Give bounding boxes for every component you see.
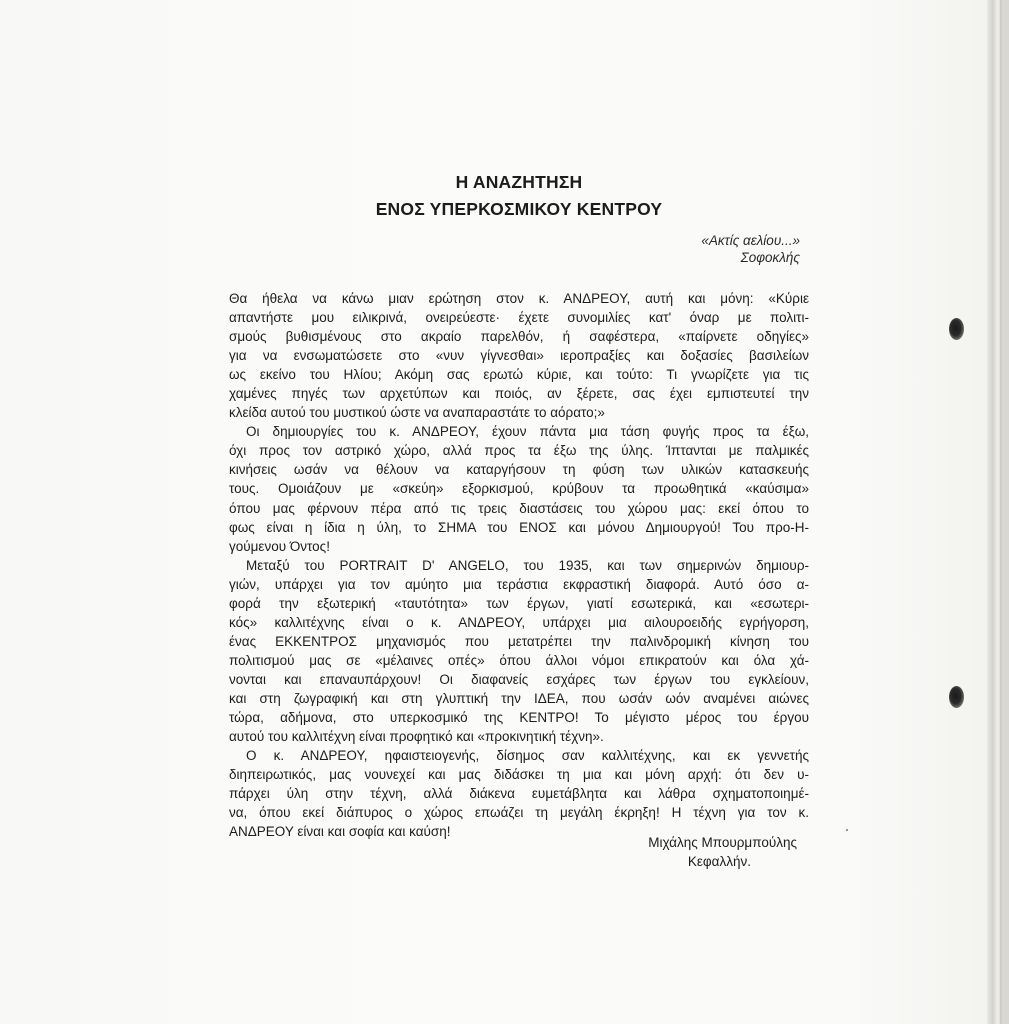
title-line-2: ΕΝΟΣ ΥΠΕΡΚΟΣΜΙΚΟΥ ΚΕΝΤΡΟΥ	[375, 199, 663, 219]
text-line: ΑΝΔΡΕΟΥ είναι και σοφία και καύση!	[229, 824, 451, 840]
text-line: κός» καλλιτέχνης είναι ο κ. ΑΝΔΡΕΟΥ, υπάρχει μια αιλουροειδής εγρήγορση,	[229, 614, 809, 630]
article-body	[229, 289, 809, 841]
text-line: Ο κ. ΑΝΔΡΕΟΥ, ηφαιστειογενής, δίσημος σαν καλλιτέχνης, και εκ γεννετής	[246, 748, 809, 764]
signature-place: Κεφαλλήν.	[687, 854, 751, 869]
text-line: αυτού του καλλιτέχνη είναι προφητικό και «προκινητική τέχνη».	[229, 729, 604, 745]
text-line: ένας ΕΚΚΕΝΤΡΟΣ μηχανισμός που μετατρέπει την παλινδρομική κίνηση του	[229, 633, 809, 649]
text-line: γιών, υπάρχει για τον αμύητο μια τεράστια εκφραστική διαφορά. Αυτό όσο α-	[229, 576, 809, 592]
text-line: πάρχει ύλη στην τέχνη, αλλά διάκενα ευμετάβλητα και λάθρα σχηματοποιημέ-	[229, 786, 809, 802]
text-line: φως είναι η ίδια η ύλη, το ΣΗΜΑ του ΕΝΟΣ και μόνου Δημιουργού! Του προ-Η-	[229, 519, 809, 535]
binder-hole-bottom	[949, 686, 964, 708]
text-line: κινήσεις ωσάν να θέλουν να καταργήσουν τη φύση των υλικών κατασκευής	[229, 462, 809, 478]
text-line: κλείδα αυτού του μυστικού ώστε να αναπαραστάτε το αόρατο;»	[229, 405, 605, 421]
binder-hole-top	[949, 318, 964, 340]
text-line: όχι προς τον αστρικό χώρο, αλλά προς τα έξω της ύλης. Ίπτανται με παλμικές	[229, 443, 809, 459]
text-line: Θα ήθελα να κάνω μιαν ερώτηση στον κ. ΑΝΔΡΕΟΥ, αυτή και μόνη: «Κύριε	[229, 291, 809, 306]
text-line: νονται και επαναυπάρχουν! Οι διαφανείς εσχάρες των έργων του εγκλείουν,	[229, 671, 809, 687]
text-line: διηπειρωτικός, μας νουνεχεί και μας διδάσκει τη μια και μόνη αρχή: ότι δεν υ-	[229, 767, 809, 783]
text-line: για να ενσωματώσετε στο «νυν γίγνεσθαι» ιεροπραξίες και δοξασίες βασιλείων	[229, 348, 809, 364]
text-line: όπου μας φέρνουν πέρα από τις τρεις διαστάσεις του χώρου μας: εκεί όπου το	[229, 500, 809, 516]
text-line: και στη ζωγραφική και στη γλυπτική την ΙΔΕΑ, που ωσάν ωόν αναμένει αιώνες	[229, 690, 809, 706]
text-line: πολιτισμού μας σε «μέλαινες οπές» όπου άλλοι νόμοι επικρατούν και όλα χά-	[229, 652, 809, 668]
title-line-1: Η ΑΝΑΖΗΤΗΣΗ	[455, 172, 583, 192]
text-line: γούμενου Όντος!	[229, 538, 330, 554]
text-line: απαντήστε μου ειλικρινά, ονειρεύεστε· έχετε συνομιλίες κατ' όναρ με πολιτι-	[229, 310, 809, 326]
epigraph-author: Σοφοκλής	[740, 250, 800, 265]
signature-name: Μιχάλης Μπουρμπούλης	[648, 835, 797, 850]
page-edge	[987, 0, 998, 1024]
epigraph-quote: «Ακτίς αελίου...»	[701, 233, 800, 248]
text-line: Μεταξύ του PORTRAIT D' ANGELO, του 1935, και των σημερινών δημιουρ-	[246, 557, 809, 573]
text-line: τώρα, αδήμονα, στο υπερκοσμικό της ΚΕΝΤΡΟ! Το μέγιστο μέρος του έργου	[229, 710, 809, 726]
text-line: σμούς βυθισμένους στο ακραίο παρελθόν, ή σαφέστερα, «παίρνετε οδηγίες»	[229, 329, 809, 345]
paper-speck	[846, 829, 848, 831]
text-line: ως εκείνο του Ηλίου; Ακόμη σας ερωτώ κύριε, και τούτο: Τι γνωρίζετε για τις	[229, 367, 809, 383]
text-line: φορά την εξωτερική «ταυτότητα» των έργων, γιατί εσωτερικά, και «εσωτερι-	[229, 595, 809, 611]
text-line: χαμένες πηγές των αρχετύπων και ποιός, αν ξέρετε, σας έχει εμπιστευτεί την	[229, 386, 809, 402]
text-line: τους. Ομοιάζουν με «σκεύη» εξορκισμού, κρύβουν τα προωθητικά «καύσιμα»	[229, 481, 809, 497]
text-line: Οι δημιουργίες του κ. ΑΝΔΡΕΟΥ, έχουν πάντα μια τάση φυγής προς τα έξω,	[246, 424, 809, 440]
text-line: να, όπου εκεί διάπυρος ο χώρος επωάζει τη μεγάλη έκρηξη! Η τέχνη για τον κ.	[229, 805, 809, 821]
